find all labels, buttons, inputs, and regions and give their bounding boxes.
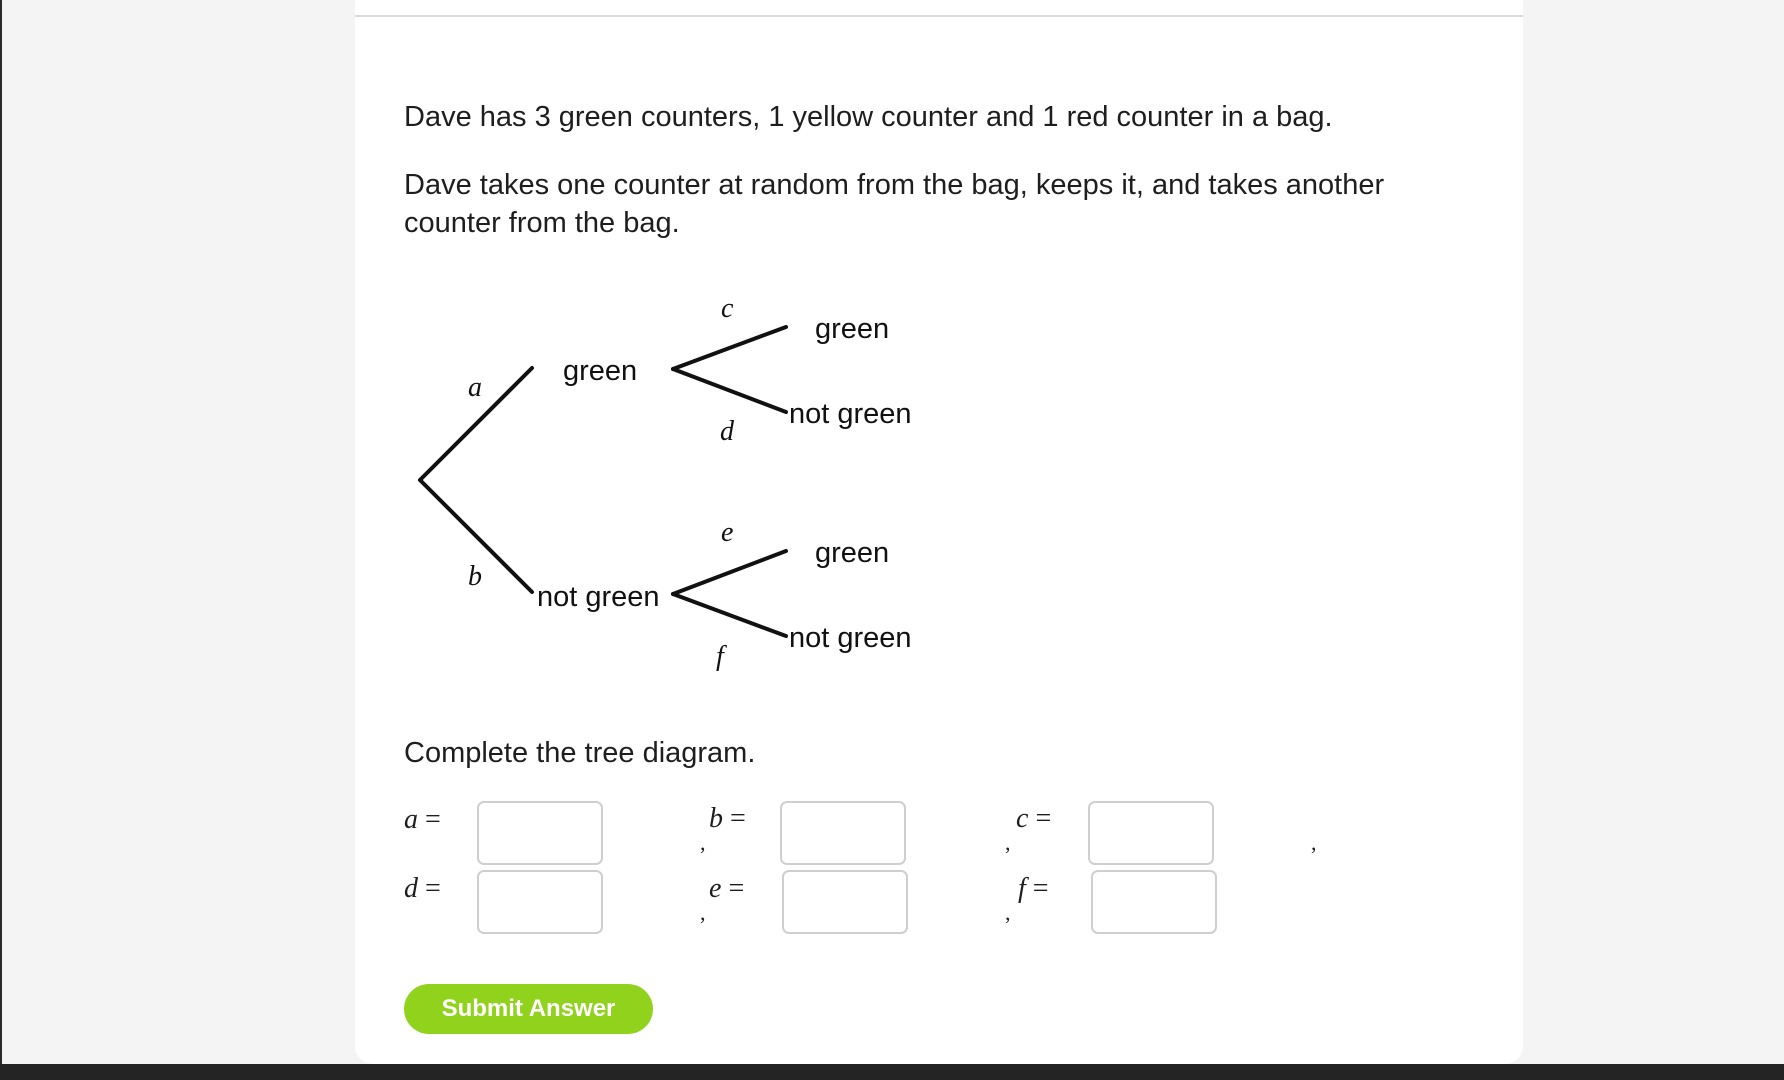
answer-c-input[interactable]	[1088, 801, 1214, 865]
branch-e	[673, 551, 786, 594]
var-d: d	[404, 873, 418, 904]
branch-label-f: f	[716, 641, 724, 672]
branch-f	[673, 594, 786, 636]
tree-node-not-green-2a: not green	[789, 398, 912, 430]
var-f: f	[1018, 873, 1026, 904]
branch-label-e: e	[721, 517, 734, 548]
equals-sign: =	[425, 804, 441, 835]
var-b: b	[709, 803, 723, 834]
label-a	[404, 805, 441, 835]
instruction-text: Complete the tree diagram.	[404, 737, 756, 769]
tree-node-green-1: green	[563, 355, 638, 387]
answer-b-input[interactable]	[780, 801, 906, 865]
equals-sign: =	[425, 873, 441, 904]
separator-comma: ,	[700, 830, 706, 855]
equals-sign: =	[1035, 803, 1052, 834]
bottom-bar	[0, 1064, 1784, 1080]
equals-sign: =	[728, 873, 745, 904]
branch-d	[673, 369, 786, 412]
question-text-line1: Dave has 3 green counters, 1 yellow counter and 1 red counter in a bag.	[404, 101, 1333, 133]
label-d	[404, 874, 441, 904]
label-c	[1016, 804, 1051, 834]
separator-comma: ,	[1005, 900, 1011, 925]
label-f	[1018, 874, 1049, 904]
tree-node-not-green-2b: not green	[789, 622, 912, 654]
answer-a-input[interactable]	[477, 801, 603, 865]
label-e	[709, 874, 744, 904]
answer-e-input[interactable]	[782, 870, 908, 934]
label-b	[709, 804, 746, 834]
separator-comma: ,	[1005, 830, 1011, 855]
equals-sign: =	[1032, 873, 1049, 904]
var-a: a	[404, 804, 418, 835]
tree-node-not-green-1: not green	[537, 581, 660, 613]
question-text-line2: Dave takes one counter at random from the bag, keeps it, and takes another counter from the bag.	[404, 169, 1385, 239]
separator-comma: ,	[700, 900, 706, 925]
branch-c	[673, 327, 786, 369]
equals-sign: =	[730, 803, 746, 834]
answer-f-input[interactable]	[1091, 870, 1217, 934]
var-c: c	[1016, 803, 1029, 834]
branch-label-d: d	[720, 416, 734, 447]
answer-d-input[interactable]	[477, 870, 603, 934]
branch-label-a: a	[468, 372, 482, 403]
tree-node-green-2a: green	[815, 313, 890, 345]
separator-comma: ,	[1311, 830, 1317, 855]
tree-node-green-2b: green	[815, 537, 890, 569]
var-e: e	[709, 873, 722, 904]
submit-answer-button[interactable]: Submit Answer	[404, 984, 653, 1034]
branch-label-b: b	[468, 561, 482, 592]
branch-label-c: c	[721, 293, 734, 324]
